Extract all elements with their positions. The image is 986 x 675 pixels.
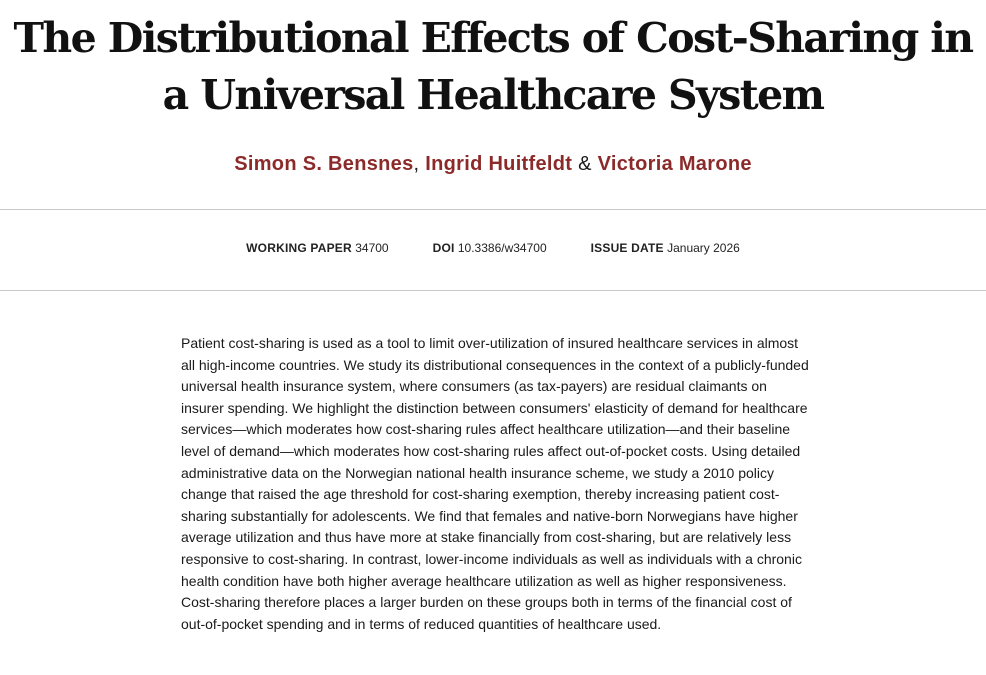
author-list	[0, 153, 986, 176]
doi	[433, 241, 547, 255]
author-link-huitfeldt[interactable]: Ingrid Huitfeldt	[425, 153, 573, 175]
issue-date	[591, 241, 740, 255]
issue-date-label: ISSUE DATE	[590, 241, 664, 255]
working-paper-number	[246, 241, 388, 255]
paper-title: The Distributional Effects of Cost-Sharing in a Universal Healthcare System	[13, 14, 973, 119]
issue-date-value: January 2026	[667, 241, 740, 255]
author-link-bensnes[interactable]: Simon S. Bensnes	[234, 153, 414, 175]
working-paper-label: WORKING PAPER	[246, 241, 352, 255]
doi-value[interactable]: 10.3386/w34700	[457, 241, 547, 255]
author-separator: ,	[413, 153, 426, 175]
author-link-marone[interactable]: Victoria Marone	[597, 153, 752, 175]
paper-metadata	[0, 241, 986, 255]
doi-label: DOI	[432, 241, 455, 255]
working-paper-value: 34700	[355, 241, 389, 255]
abstract-text: Patient cost-sharing is used as a tool to limit over-utilization of insured healthcare services in almost all high-income countries. We study its distributional consequences in the context of a publicly-funded universal health insurance system, where consumers (as tax-payers) are residual claimants on insurer spending. We highlight the distinction between consumers' elasticity of demand for healthcare services—which moderates how cost-sharing rules affect healthcare utilization—and their baseline level of demand—which moderates how cost-sharing rules affect out-of-pocket costs. Using detailed administrative data on the Norwegian national health insurance scheme, we study a 2010 policy change that raised the age threshold for cost-sharing exemption, thereby increasing patient cost-sharing substantially for adolescents. We find that females and native-born Norwegians have higher average utilization and thus have more at stake financially from cost-sharing, but are relatively less responsive to cost-sharing. In contrast, lower-income individuals as well as individuals with a chronic health condition have both higher average healthcare utilization as well as higher responsiveness. Cost-sharing therefore places a larger burden on these groups both in terms of the financial cost of out-of-pocket spending and in terms of reduced quantities of healthcare used.	[181, 335, 809, 632]
author-separator: &	[572, 153, 598, 175]
divider-top	[0, 209, 986, 210]
divider-bottom	[0, 290, 986, 291]
